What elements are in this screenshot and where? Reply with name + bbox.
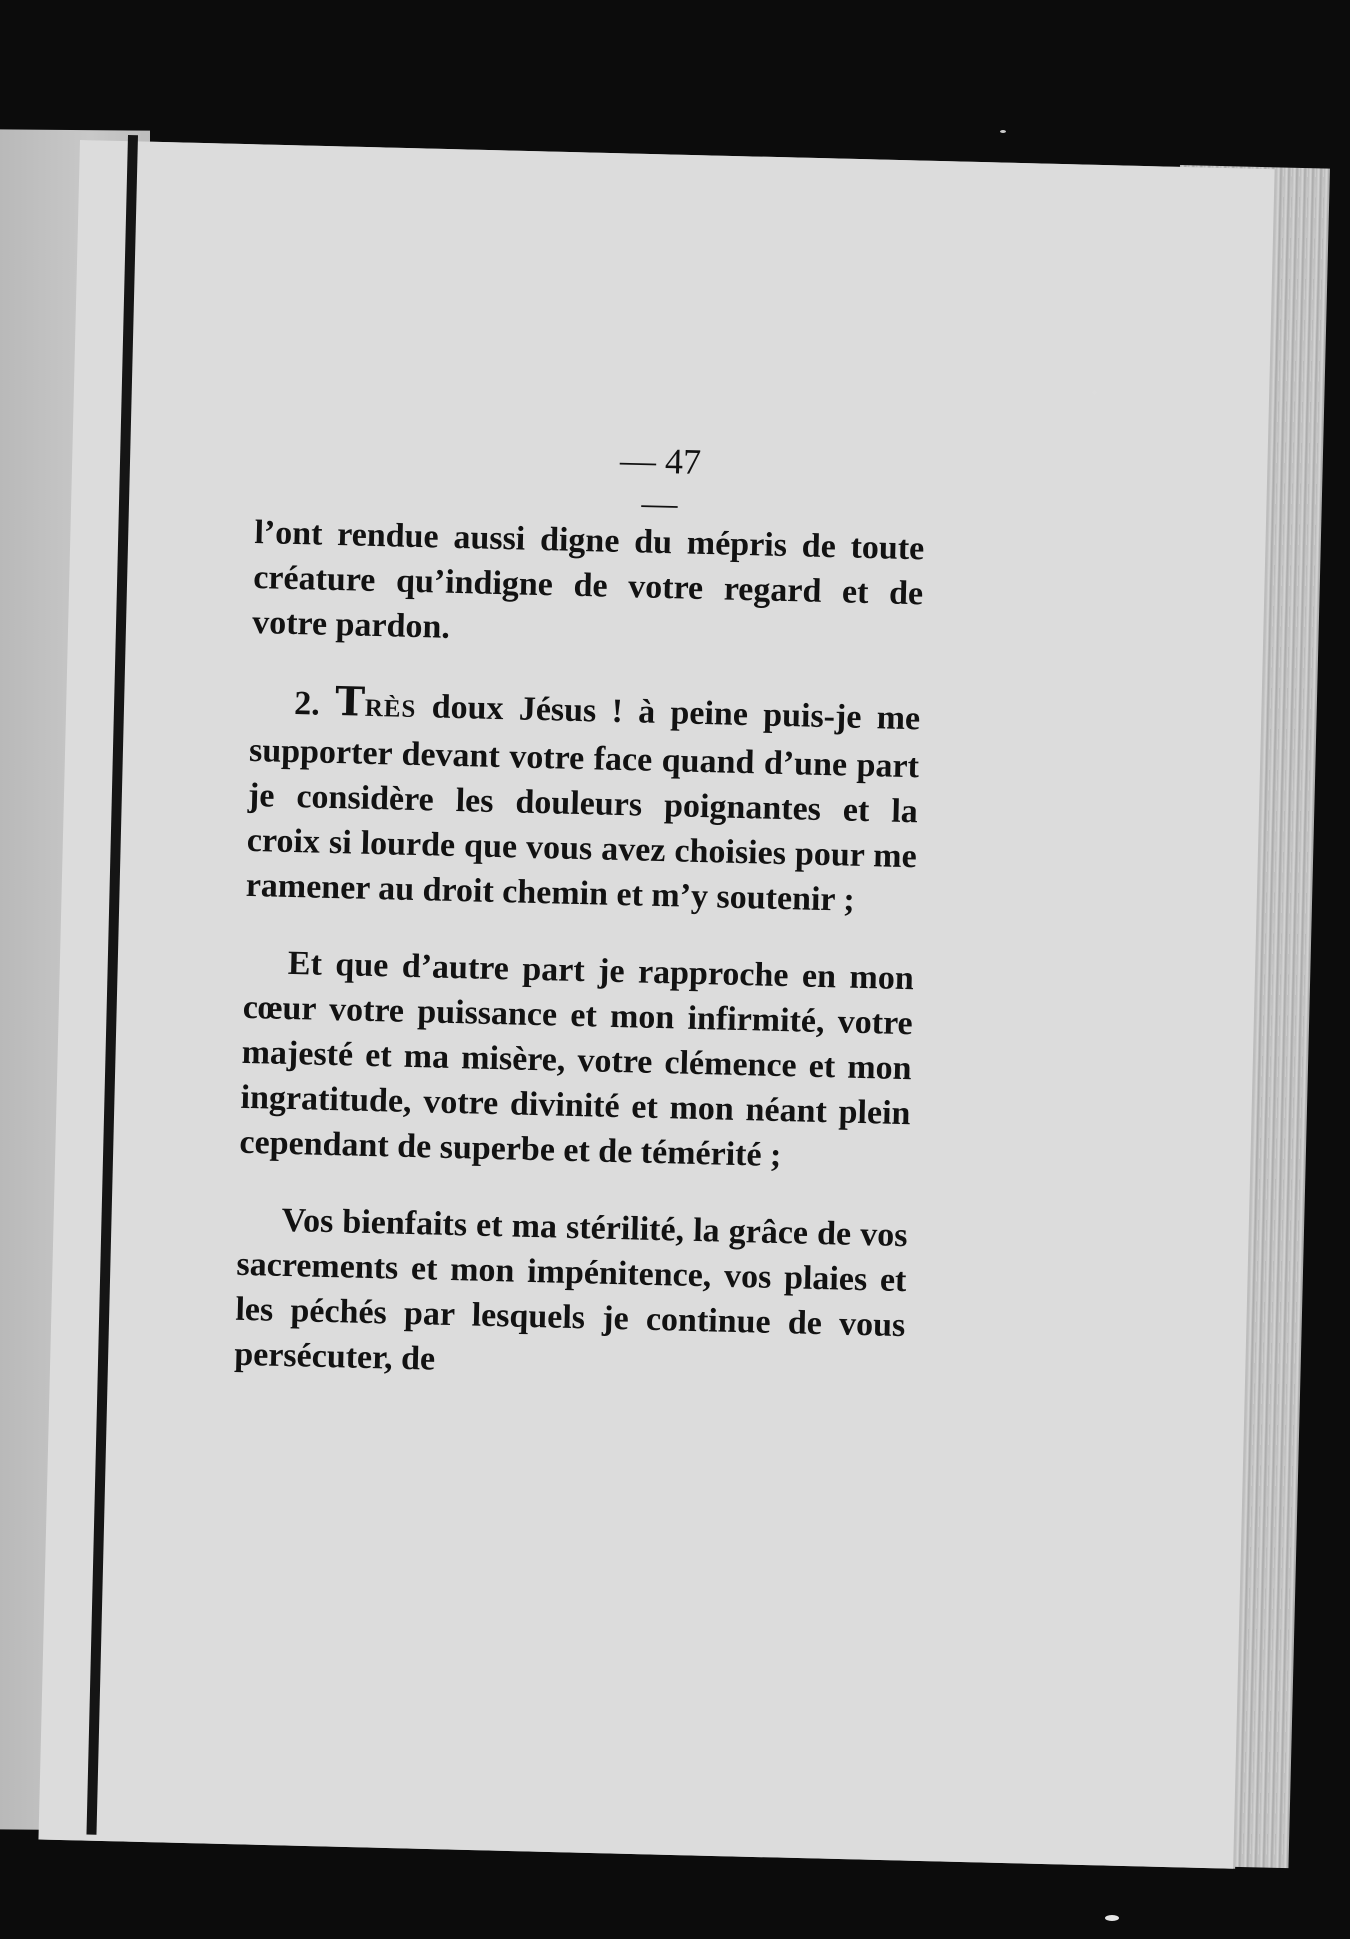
paragraph-4: Vos bienfaits et ma stérilité, la grâce de vos sacrements et mon impénitence, vos plaies et les péchés par lesquels je continue de vous persécuter, de bbox=[233, 1201, 908, 1378]
paragraph-2 bbox=[245, 677, 920, 924]
small-caps-word: RÈS bbox=[364, 694, 417, 723]
dust-speck bbox=[1092, 390, 1097, 395]
page-text bbox=[233, 510, 925, 1425]
paragraph-2-text: doux Jésus ! à peine puis-je me supporter devant votre face quand d’une part je considère les douleurs poignantes et la croix si lourde que vous avez choisies pour me ramener au droit chemin et m’y soutenir ; bbox=[245, 688, 921, 919]
paragraph-1: l’ont rendue aussi digne du mépris de toute créature qu’indigne de votre regard et de votre pardon. bbox=[251, 513, 925, 646]
drop-cap: T bbox=[334, 678, 366, 726]
dust-speck bbox=[1105, 1915, 1119, 1921]
paragraph-number: 2. bbox=[293, 685, 321, 723]
paragraph-3: Et que d’autre part je rapproche en mon cœur votre puissance et mon infirmité, votre majesté et ma misère, votre clémence et mon ingratitude, votre divinité et mon néant plein cependant de superbe et de témérité ; bbox=[239, 944, 915, 1175]
page-number: — 47 — bbox=[619, 440, 702, 524]
dust-speck bbox=[1000, 130, 1006, 133]
